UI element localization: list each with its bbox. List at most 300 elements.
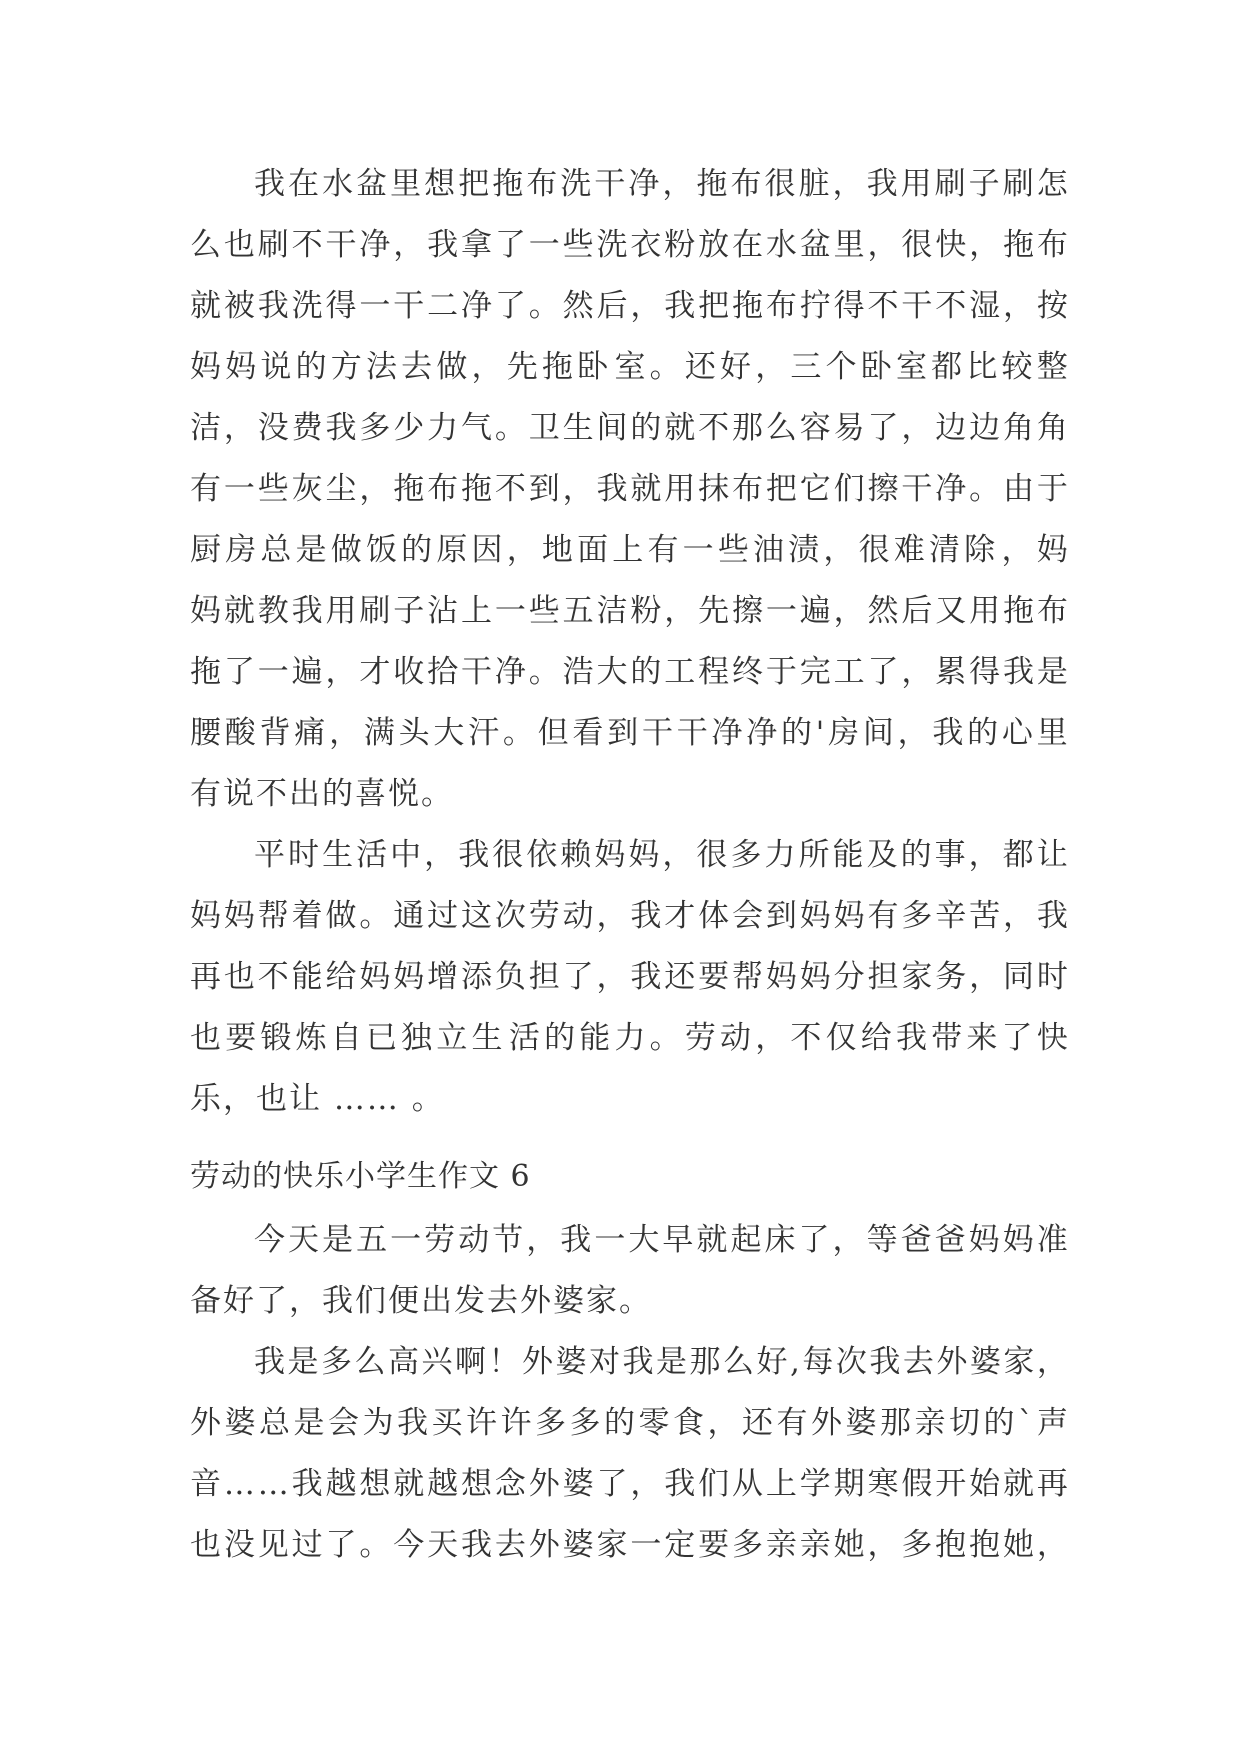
char: 苦 <box>969 898 1003 934</box>
char: 妈 <box>799 898 833 934</box>
char: 的 <box>781 715 815 751</box>
char: 的 <box>900 837 934 873</box>
char: 净 <box>628 166 662 202</box>
char: 会 <box>732 898 765 934</box>
char: 刷 <box>1002 166 1036 202</box>
char: 用 <box>664 471 698 507</box>
char: 了 <box>562 959 596 995</box>
char: 妈 <box>968 1222 1002 1258</box>
char: 二 <box>427 288 461 324</box>
char: 一 <box>528 227 562 263</box>
char: 我 <box>895 1020 929 1056</box>
char: 干 <box>641 715 675 751</box>
char: ， <box>223 410 257 446</box>
char: 很 <box>492 837 526 873</box>
text-line <box>190 1210 1070 1271</box>
char: 分 <box>833 959 867 995</box>
section-heading: 劳动的快乐小学生作文 6 <box>190 1159 531 1194</box>
char: 于 <box>765 654 799 690</box>
char: 洁 <box>596 593 630 629</box>
char: 布 <box>1036 227 1070 263</box>
text-line <box>190 703 1070 764</box>
char: 擦 <box>867 471 901 507</box>
char: 酸 <box>224 715 258 751</box>
char: ， <box>897 715 931 751</box>
char: 我 <box>427 227 461 263</box>
char: 就 <box>223 593 257 629</box>
char: 除 <box>964 532 998 568</box>
char: ， <box>901 410 935 446</box>
text-line <box>190 825 1070 886</box>
char: 给 <box>325 959 359 995</box>
char: 也 <box>223 227 257 263</box>
char: 说 <box>260 349 294 385</box>
char: 我 <box>596 471 630 507</box>
char: 我 <box>630 898 664 934</box>
char: 今 <box>254 1222 287 1258</box>
char: 厨 <box>190 532 223 568</box>
char: 妈 <box>225 349 259 385</box>
char: 没 <box>223 1527 257 1563</box>
char: 了 <box>494 288 528 324</box>
char: 去 <box>494 1527 528 1563</box>
char: 高 <box>388 1344 421 1380</box>
char: 大 <box>433 715 467 751</box>
char: 我 <box>291 593 325 629</box>
char: 粉 <box>664 227 698 263</box>
char: 些 <box>562 227 596 263</box>
char: 就 <box>630 471 664 507</box>
char: ， <box>630 1466 664 1502</box>
char: 一 <box>257 654 291 690</box>
char: 由 <box>1003 471 1036 507</box>
char: 些 <box>257 471 291 507</box>
char: 我 <box>622 1344 656 1380</box>
text-line <box>190 642 1070 703</box>
char: 干 <box>676 715 710 751</box>
char: 总 <box>259 1405 292 1441</box>
char: 没 <box>257 410 291 446</box>
char: 那 <box>689 1344 723 1380</box>
char: 因 <box>471 532 505 568</box>
char: ， <box>393 227 427 263</box>
char: 洁 <box>190 410 223 446</box>
char: 独 <box>401 1020 435 1056</box>
char: 每 <box>802 1344 836 1380</box>
char: 个 <box>825 349 859 385</box>
char: 所 <box>798 837 832 873</box>
char: 妈 <box>799 959 833 995</box>
char: 家 <box>901 959 935 995</box>
char: 比 <box>966 349 1000 385</box>
char: 浩 <box>562 654 596 690</box>
char: 床 <box>764 1222 798 1258</box>
char: 然 <box>562 288 596 324</box>
char: 还 <box>684 349 718 385</box>
char: 再 <box>190 959 223 995</box>
char: 后 <box>596 288 630 324</box>
char: 。 <box>494 410 528 446</box>
char: 有 <box>190 471 223 507</box>
char: 拖 <box>393 471 427 507</box>
char: 多 <box>569 1405 603 1441</box>
char: 不 <box>494 471 528 507</box>
char: ， <box>1001 532 1035 568</box>
char: 是 <box>1036 654 1070 690</box>
char: 了 <box>867 654 901 690</box>
char: 有 <box>776 1405 810 1441</box>
paragraph-2 <box>190 825 1070 1130</box>
char: 同 <box>1003 959 1036 995</box>
char: 油 <box>753 532 786 568</box>
char: 婆 <box>969 1344 1003 1380</box>
paragraph-4 <box>190 1332 1070 1576</box>
char: 到 <box>528 471 562 507</box>
char: 上 <box>612 532 646 568</box>
char: 声 <box>1037 1405 1070 1441</box>
char: 饭 <box>365 532 399 568</box>
char: 我 <box>869 1344 903 1380</box>
char: 终 <box>732 654 765 690</box>
char: 用 <box>900 166 934 202</box>
line-text: 备好了，我们便出发去外婆家。 <box>190 1283 652 1319</box>
char: 在 <box>288 166 322 202</box>
char: 。 <box>359 898 393 934</box>
char: 按 <box>1036 288 1070 324</box>
text-line <box>190 215 1070 276</box>
char: 见 <box>257 1527 291 1563</box>
char: ， <box>662 166 696 202</box>
char: 增 <box>427 959 461 995</box>
char: 痛 <box>294 715 328 751</box>
char: 脏 <box>798 166 832 202</box>
char: 过 <box>427 898 461 934</box>
char: 也 <box>190 1020 223 1056</box>
char: 卧 <box>860 349 894 385</box>
char: 活 <box>356 837 390 873</box>
char: 妈 <box>833 898 867 934</box>
char: 一 <box>682 532 716 568</box>
char: 。 <box>969 471 1003 507</box>
char: 抹 <box>698 471 732 507</box>
char: 净 <box>711 715 745 751</box>
char: 音 <box>190 1466 223 1502</box>
char: 湿 <box>969 288 1003 324</box>
char: ， <box>471 349 505 385</box>
char: 早 <box>662 1222 696 1258</box>
char: 得 <box>833 288 867 324</box>
char: 刷 <box>359 593 393 629</box>
text-line <box>190 947 1070 1008</box>
char: 妈 <box>190 898 223 934</box>
char: 很 <box>764 166 798 202</box>
char: 子 <box>968 166 1002 202</box>
char: 立 <box>436 1020 470 1056</box>
char: 中 <box>390 837 424 873</box>
char: 于 <box>1036 471 1070 507</box>
char: 总 <box>260 532 294 568</box>
char: 对 <box>589 1344 622 1380</box>
char: 的 <box>630 654 664 690</box>
char: 五 <box>356 1222 390 1258</box>
char: 能 <box>291 959 325 995</box>
char: 做 <box>325 898 359 934</box>
char: 卫 <box>528 410 562 446</box>
char: 工 <box>833 654 867 690</box>
char: 拖 <box>1003 593 1036 629</box>
char: 布 <box>732 471 765 507</box>
char: 定 <box>664 1527 698 1563</box>
text-line <box>190 1332 1070 1393</box>
char: ， <box>969 959 1003 995</box>
char: 期 <box>833 1466 867 1502</box>
char: 来 <box>966 1020 1000 1056</box>
char: 干 <box>901 288 935 324</box>
char: 累 <box>935 654 969 690</box>
char: 把 <box>698 288 732 324</box>
char: 较 <box>1001 349 1035 385</box>
char: 我 <box>866 166 900 202</box>
char: 炼 <box>295 1020 329 1056</box>
char: 。 <box>528 654 562 690</box>
text-line <box>190 154 1070 215</box>
char: 了 <box>494 227 528 263</box>
char: 又 <box>935 593 969 629</box>
char: 刷 <box>934 166 968 202</box>
char: 一 <box>223 471 257 507</box>
char: 不 <box>867 288 901 324</box>
char: 放 <box>698 227 732 263</box>
char: 满 <box>363 715 397 751</box>
char: 我 <box>257 288 291 324</box>
char: 水 <box>765 227 799 263</box>
char: 间 <box>596 410 630 446</box>
char: 才 <box>359 654 393 690</box>
char: 的 <box>967 715 1001 751</box>
char: 擦 <box>732 593 765 629</box>
char: 亲 <box>765 1527 799 1563</box>
char: 干 <box>325 227 359 263</box>
char: 了 <box>223 654 257 690</box>
char: 但 <box>537 715 571 751</box>
char: 我 <box>664 288 698 324</box>
char: 节 <box>492 1222 526 1258</box>
char: 通 <box>393 898 427 934</box>
char: 有 <box>867 898 901 934</box>
char: 好 <box>756 1344 790 1380</box>
char: 给 <box>860 1020 894 1056</box>
char: 净 <box>494 654 528 690</box>
text-line <box>190 1008 1070 1069</box>
char: 劳 <box>424 1222 458 1258</box>
char: 力 <box>764 837 798 873</box>
char: 用 <box>325 593 359 629</box>
char: 外 <box>522 1344 555 1380</box>
char: 大 <box>596 654 630 690</box>
char: 面 <box>577 532 611 568</box>
char: 妈 <box>190 349 223 385</box>
char: 易 <box>833 410 867 446</box>
char: 妈 <box>359 959 393 995</box>
char: 外 <box>528 1527 562 1563</box>
char: 房 <box>828 715 862 751</box>
char: 很 <box>696 837 730 873</box>
char: 看 <box>572 715 606 751</box>
char: 婆 <box>555 1344 589 1380</box>
char: 先 <box>506 349 540 385</box>
char: 边 <box>935 410 969 446</box>
text-line <box>190 764 1070 825</box>
char: 盆 <box>799 227 833 263</box>
char: ， <box>526 1222 560 1258</box>
char: 有 <box>647 532 681 568</box>
char: 生 <box>562 410 596 446</box>
char: 到 <box>607 715 641 751</box>
char: 也 <box>190 1527 223 1563</box>
char: 的 <box>295 349 329 385</box>
char: 起 <box>730 1222 764 1258</box>
char: 快 <box>1036 1020 1070 1056</box>
char: 务 <box>935 959 969 995</box>
char: 一 <box>630 1527 664 1563</box>
char: 念 <box>494 1466 528 1502</box>
char: 抱 <box>969 1527 1003 1563</box>
char: 后 <box>901 593 935 629</box>
char: 大 <box>628 1222 662 1258</box>
char: 多 <box>732 1527 765 1563</box>
char: 拖 <box>461 471 494 507</box>
paragraph-1 <box>190 154 1070 825</box>
char: ， <box>755 349 789 385</box>
char: 婆 <box>224 1405 258 1441</box>
char: 灰 <box>291 471 325 507</box>
char: 为 <box>362 1405 396 1441</box>
char: 我 <box>325 410 359 446</box>
char: 次 <box>835 1344 869 1380</box>
char: 一 <box>765 593 799 629</box>
char: 净 <box>935 471 969 507</box>
char: 角 <box>1003 410 1036 446</box>
char: 用 <box>969 593 1003 629</box>
char: 了 <box>596 1466 630 1502</box>
char: 净 <box>746 715 780 751</box>
char: ， <box>968 837 1002 873</box>
char: 我 <box>932 715 966 751</box>
char: 劳 <box>684 1020 718 1056</box>
char: 会 <box>328 1405 361 1441</box>
char: 了 <box>867 410 901 446</box>
char: 卧 <box>577 349 611 385</box>
char: 我 <box>630 959 664 995</box>
char: 清 <box>928 532 962 568</box>
char: 我 <box>291 1466 325 1502</box>
char: 天 <box>288 1222 322 1258</box>
char: 布 <box>1036 593 1070 629</box>
char: 时 <box>288 837 322 873</box>
char: 始 <box>969 1466 1003 1502</box>
char: ， <box>867 1527 901 1563</box>
char: 兴 <box>421 1344 455 1380</box>
char: 还 <box>664 959 698 995</box>
char: 洗 <box>291 288 325 324</box>
char: 不 <box>291 227 325 263</box>
char: 能 <box>832 837 866 873</box>
char: 妈 <box>628 837 662 873</box>
char: 动 <box>720 1020 753 1056</box>
char: 汗 <box>468 715 502 751</box>
char: 妈 <box>765 959 799 995</box>
char: 们 <box>833 471 867 507</box>
char: 动 <box>458 1222 492 1258</box>
char: 好 <box>720 349 753 385</box>
char: ， <box>664 593 698 629</box>
char: 她 <box>833 1527 867 1563</box>
char: 腰 <box>190 715 223 751</box>
char: 被 <box>223 288 257 324</box>
char: 做 <box>436 349 470 385</box>
char: 妈 <box>594 837 628 873</box>
char: 净 <box>359 227 393 263</box>
char: 仅 <box>825 1020 859 1056</box>
char: 我 <box>461 1527 494 1563</box>
char: 劳 <box>528 898 562 934</box>
char: 五 <box>562 593 596 629</box>
char: 就 <box>664 410 698 446</box>
char: 程 <box>698 654 732 690</box>
char: 婆 <box>562 1527 596 1563</box>
char: 怎 <box>1036 166 1070 202</box>
char: 亲 <box>914 1405 948 1441</box>
char: 都 <box>1002 837 1036 873</box>
char: 洗 <box>596 227 630 263</box>
char: 平 <box>254 837 287 873</box>
char: 添 <box>461 959 494 995</box>
char: 很 <box>901 227 935 263</box>
char: 干 <box>594 166 628 202</box>
char: 室 <box>614 349 648 385</box>
char: 干 <box>393 288 427 324</box>
char: 时 <box>1036 959 1070 995</box>
char: 寒 <box>867 1466 901 1502</box>
char: 次 <box>494 898 528 934</box>
char: 整 <box>1036 349 1070 385</box>
char: 是 <box>293 1405 327 1441</box>
char: 我 <box>560 1222 594 1258</box>
char: 爸 <box>934 1222 968 1258</box>
char: 边 <box>969 410 1003 446</box>
char: 刷 <box>257 227 291 263</box>
char: 。 <box>649 1020 683 1056</box>
char: 我 <box>1003 654 1036 690</box>
char: 拿 <box>461 227 494 263</box>
char: 啊 <box>455 1344 488 1380</box>
char: 越 <box>325 1466 359 1502</box>
char: ， <box>596 898 630 934</box>
char: 拖 <box>190 654 223 690</box>
char: 少 <box>393 410 427 446</box>
char: 婆 <box>562 1466 596 1502</box>
char: 开 <box>935 1466 969 1502</box>
char: 再 <box>1036 1466 1070 1502</box>
char: 的 <box>604 1405 637 1441</box>
char: 及 <box>866 837 900 873</box>
char: 不 <box>790 1020 824 1056</box>
char: 还 <box>742 1405 775 1441</box>
char: 些 <box>528 593 562 629</box>
char: 拖 <box>492 166 526 202</box>
char: 水 <box>322 166 356 202</box>
char: ， <box>901 654 935 690</box>
